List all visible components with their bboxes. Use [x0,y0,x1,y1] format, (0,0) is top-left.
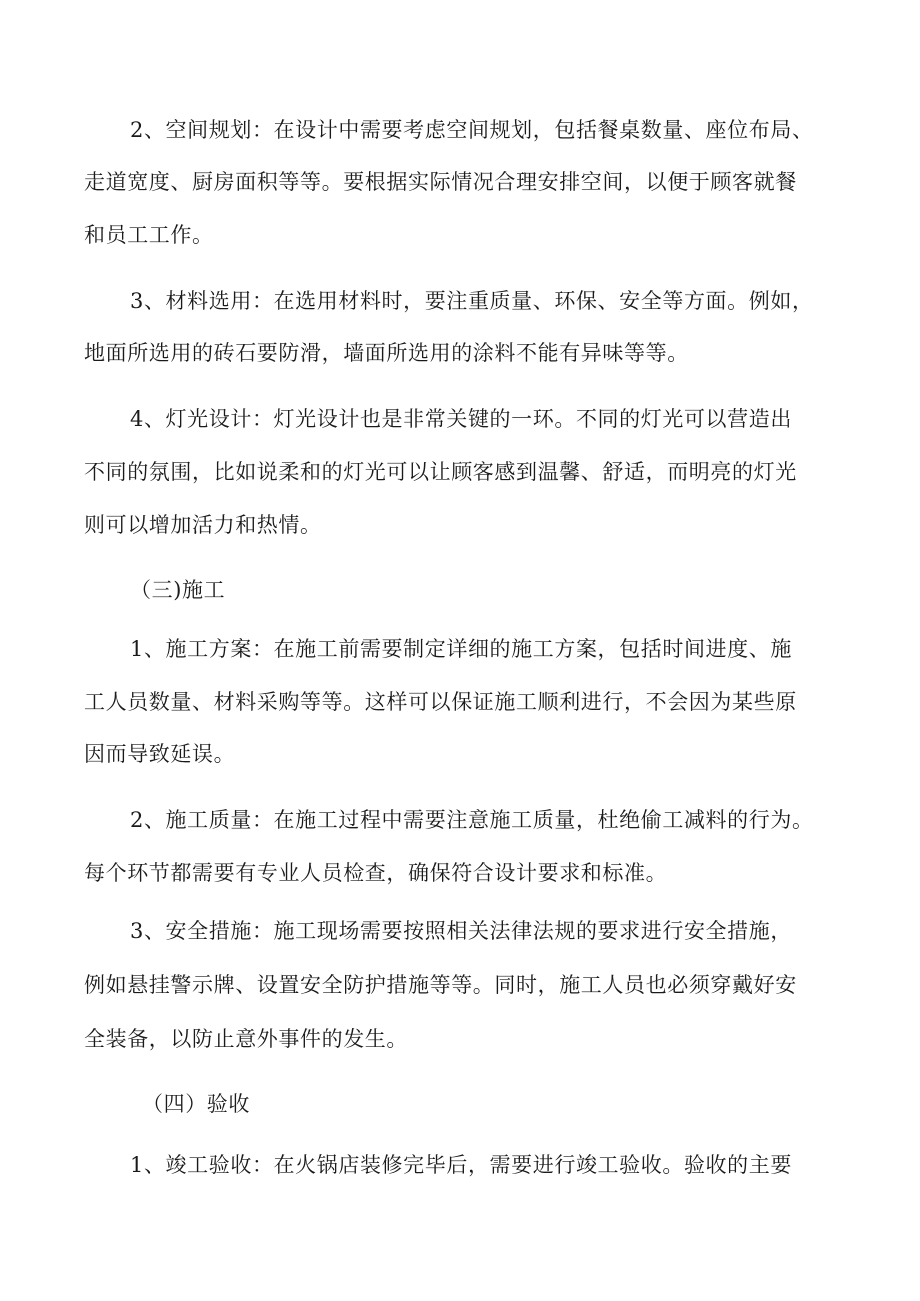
paragraph-safety-line-2: 例如悬挂警示牌、设置安全防护措施等等。同时，施工人员也必须穿戴好安 [84,973,797,997]
paragraph-space-planning-line-3: 和员工工作。 [84,223,214,247]
paragraph-lighting-line-2: 不同的氛围，比如说柔和的灯光可以让顾客感到温馨、舒适，而明亮的灯光 [84,460,797,484]
paragraph-construction-quality-line-1: 2、施工质量：在施工过程中需要注意施工质量，杜绝偷工减料的行为。 [130,808,814,832]
paragraph-construction-plan-line-3: 因而导致延误。 [84,742,236,766]
paragraph-lighting-line-3: 则可以增加活力和热情。 [84,513,322,537]
paragraph-construction-plan-line-2: 工人员数量、材料采购等等。这样可以保证施工顺利进行，不会因为某些原 [84,690,797,714]
section-heading-acceptance: （四）验收 [142,1092,250,1116]
paragraph-completion-acceptance-line-1: 1、竣工验收：在火锅店装修完毕后，需要进行竣工验收。验收的主要 [130,1153,792,1177]
paragraph-materials-line-2: 地面所选用的砖石要防滑，墙面所选用的涂料不能有异味等等。 [84,341,689,365]
paragraph-space-planning-line-2: 走道宽度、厨房面积等等。要根据实际情况合理安排空间，以便于顾客就餐 [84,170,797,194]
section-heading-construction: （三)施工 [130,578,226,602]
paragraph-construction-plan-line-1: 1、施工方案：在施工前需要制定详细的施工方案，包括时间进度、施 [130,637,792,661]
paragraph-construction-quality-line-2: 每个环节都需要有专业人员检查，确保符合设计要求和标准。 [84,861,668,885]
paragraph-space-planning-line-1: 2、空间规划：在设计中需要考虑空间规划，包括餐桌数量、座位布局、 [130,118,814,142]
paragraph-safety-line-1: 3、安全措施：施工现场需要按照相关法律法规的要求进行安全措施， [130,919,792,943]
paragraph-materials-line-1: 3、材料选用：在选用材料时，要注重质量、环保、安全等方面。例如， [130,289,814,313]
paragraph-lighting-line-1: 4、灯光设计：灯光设计也是非常关键的一环。不同的灯光可以营造出 [130,407,792,431]
paragraph-safety-line-3: 全装备，以防止意外事件的发生。 [84,1027,408,1051]
